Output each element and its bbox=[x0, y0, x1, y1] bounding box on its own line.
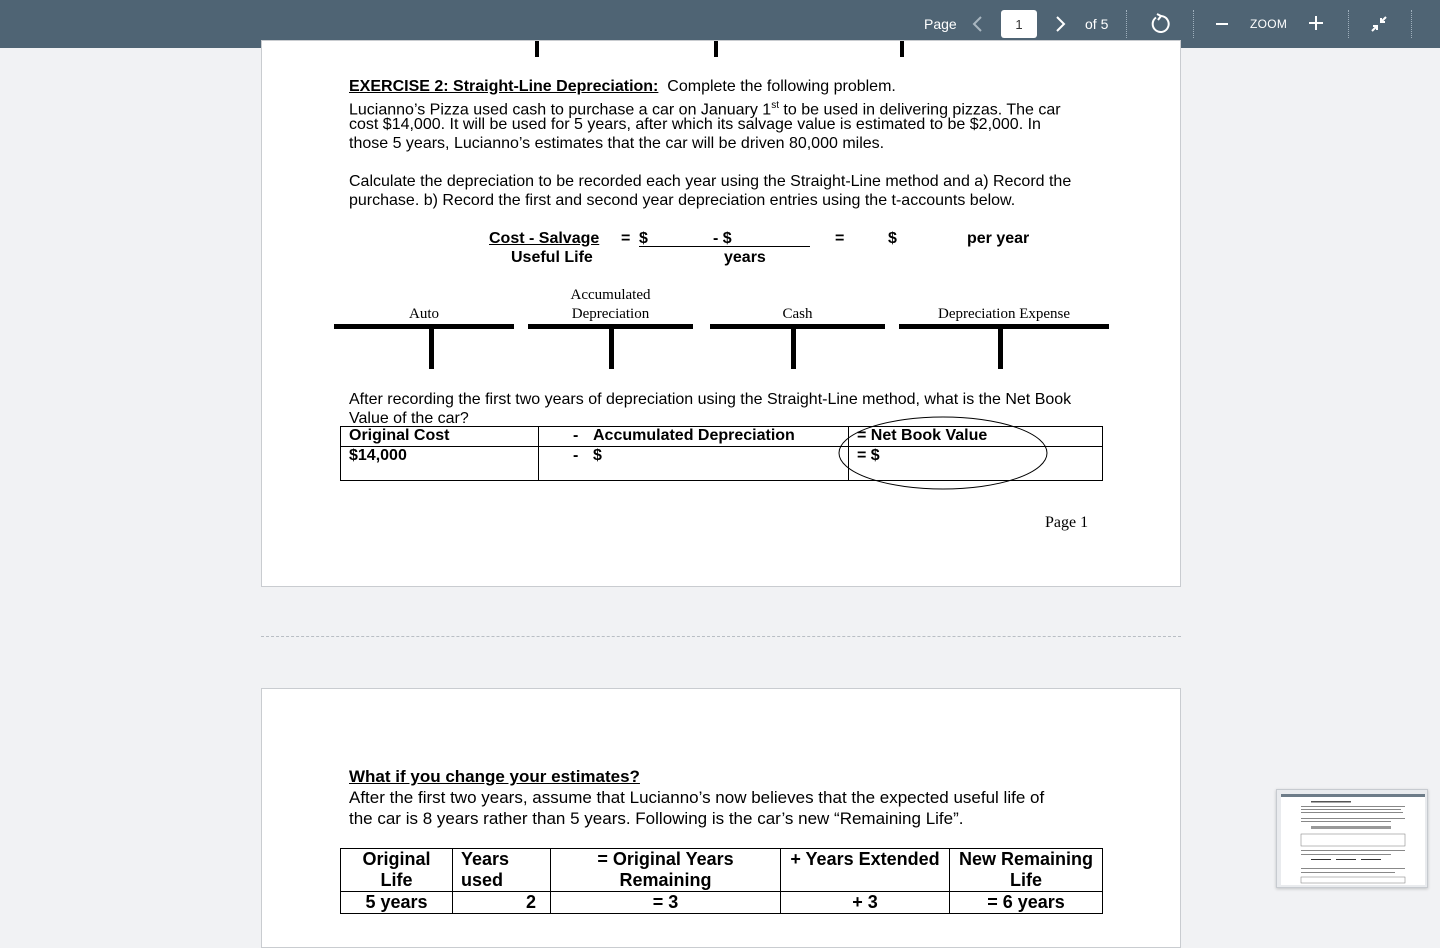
chevron-left-icon[interactable] bbox=[968, 12, 988, 36]
t-account-stem-fragment bbox=[535, 41, 539, 57]
table-cell-original-life: 5 years bbox=[341, 892, 453, 914]
t-account-auto bbox=[334, 324, 514, 329]
problem-line-3: those 5 years, Lucianno’s estimates that the car will be driven 80,000 miles. bbox=[349, 135, 885, 152]
t-account-label-depreciation: Depreciation bbox=[571, 306, 650, 322]
header-line: Life bbox=[1009, 870, 1042, 890]
minus-sign: - bbox=[573, 447, 579, 464]
header-line: = Original Years bbox=[597, 849, 734, 869]
plus-icon[interactable] bbox=[1305, 10, 1327, 36]
problem-line-2: cost $14,000. It will be used for 5 years, after which its salvage value is estimated to be $2,000. In bbox=[349, 116, 1041, 133]
header-line: Years bbox=[461, 849, 510, 869]
toolbar-separator bbox=[1411, 10, 1412, 38]
table-row bbox=[341, 849, 1103, 892]
table-cell-net-book-value: = $ bbox=[849, 447, 1103, 481]
problem-text: to be used in delivering pizzas. The car bbox=[778, 101, 1061, 119]
t-account-stem-fragment bbox=[714, 41, 718, 57]
chevron-right-icon[interactable] bbox=[1050, 12, 1070, 36]
header-line: Remaining bbox=[619, 870, 712, 890]
page-number: Page 1 bbox=[1045, 514, 1089, 531]
t-account-depreciation-expense-stem bbox=[998, 329, 1003, 369]
table-header-original-cost: Original Cost bbox=[341, 427, 539, 447]
minus-sign: - bbox=[573, 427, 579, 444]
table-cell-original-years-remaining: = 3 bbox=[551, 892, 781, 914]
accumulated-depreciation-value: $ bbox=[593, 447, 602, 464]
formula-years: years bbox=[724, 249, 766, 266]
exercise-title: EXERCISE 2: Straight-Line Depreciation: bbox=[349, 78, 659, 95]
document-page-2 bbox=[261, 688, 1181, 948]
toolbar-separator bbox=[1126, 10, 1127, 38]
formula-minus-dollar: - $ bbox=[713, 230, 732, 247]
t-account-cash-stem bbox=[791, 329, 796, 369]
page-number-input[interactable] bbox=[1001, 10, 1037, 38]
formula-dollar: $ bbox=[888, 230, 897, 247]
rotate-icon[interactable] bbox=[1149, 12, 1173, 36]
nbv-question-line-2: Value of the car? bbox=[349, 410, 469, 427]
exercise-intro: Complete the following problem. bbox=[667, 78, 896, 95]
instructions-line-1: Calculate the depreciation to be recorded each year using the Straight-Line method and a) Record the bbox=[349, 173, 1072, 190]
toolbar-separator bbox=[1193, 10, 1194, 38]
table-header-years-extended: + Years Extended bbox=[781, 849, 950, 892]
page-count: of 5 bbox=[1085, 16, 1109, 32]
page2-paragraph-line-1: After the first two years, assume that Lucianno’s now believes that the expected useful life of bbox=[349, 788, 1045, 807]
exercise-heading bbox=[349, 77, 896, 96]
table-header-new-remaining-life bbox=[950, 849, 1103, 892]
nbv-question-line-1: After recording the first two years of depreciation using the Straight-Line method, what is the Net Book bbox=[349, 391, 1072, 408]
thumbnail-preview bbox=[1281, 794, 1425, 885]
header-line: Original bbox=[362, 849, 431, 869]
thumbnail-content-icon bbox=[1281, 794, 1425, 885]
formula-equals: = bbox=[621, 230, 631, 247]
table-header-original-life bbox=[341, 849, 453, 892]
table-header-net-book-value: = Net Book Value bbox=[849, 427, 1103, 447]
table-header-years-used bbox=[453, 849, 551, 892]
formula-per-year: per year bbox=[967, 230, 1030, 247]
formula-dollar: $ bbox=[639, 230, 648, 247]
formula-equals: = bbox=[835, 230, 845, 247]
t-account-accumulated-depreciation-stem bbox=[609, 329, 614, 369]
formula-numerator: Cost - Salvage bbox=[489, 230, 600, 247]
t-account-depreciation-expense bbox=[899, 324, 1109, 329]
page-label: Page bbox=[924, 16, 957, 32]
hand-drawn-oval bbox=[832, 411, 1052, 493]
remaining-life-table bbox=[340, 848, 1103, 914]
t-account-label-depreciation-expense: Depreciation Expense bbox=[937, 306, 1071, 322]
page-divider bbox=[261, 636, 1181, 637]
minus-icon[interactable] bbox=[1212, 12, 1232, 36]
t-account-label-cash: Cash bbox=[782, 306, 813, 322]
table-cell-accumulated-depreciation bbox=[539, 447, 849, 481]
page-thumbnail[interactable] bbox=[1276, 789, 1428, 888]
t-account-stem-fragment bbox=[900, 41, 904, 57]
table-cell-original-cost: $14,000 bbox=[341, 447, 539, 481]
zoom-label: ZOOM bbox=[1250, 17, 1288, 31]
formula-denominator: Useful Life bbox=[511, 249, 593, 266]
superscript: st bbox=[771, 100, 779, 111]
toolbar-separator bbox=[1348, 10, 1349, 38]
t-account-label-auto: Auto bbox=[409, 306, 439, 322]
header-line: Life bbox=[380, 870, 413, 890]
table-cell-new-remaining-life: = 6 years bbox=[950, 892, 1103, 914]
table-cell-years-extended: + 3 bbox=[781, 892, 950, 914]
table-header-original-years-remaining bbox=[551, 849, 781, 892]
t-account-auto-stem bbox=[429, 329, 434, 369]
header-line: used bbox=[461, 870, 504, 890]
collapse-icon[interactable] bbox=[1368, 12, 1390, 36]
document-page-1 bbox=[261, 40, 1181, 587]
t-account-label-accumulated: Accumulated bbox=[570, 287, 651, 303]
accumulated-depreciation-label: Accumulated Depreciation bbox=[593, 427, 795, 444]
t-account-cash bbox=[710, 324, 885, 329]
page2-heading: What if you change your estimates? bbox=[349, 767, 640, 786]
instructions-line-2: purchase. b) Record the first and second year depreciation entries using the t-accounts below. bbox=[349, 192, 1016, 209]
table-header-accumulated-depreciation bbox=[539, 427, 849, 447]
table-row bbox=[341, 892, 1103, 914]
problem-text: Lucianno’s Pizza used cash to purchase a car on January 1 bbox=[349, 101, 772, 119]
page2-paragraph-line-2: the car is 8 years rather than 5 years. Following is the car’s new “Remaining Life”. bbox=[349, 809, 964, 828]
table-cell-years-used: 2 bbox=[453, 892, 551, 914]
header-line: New Remaining bbox=[958, 849, 1094, 869]
